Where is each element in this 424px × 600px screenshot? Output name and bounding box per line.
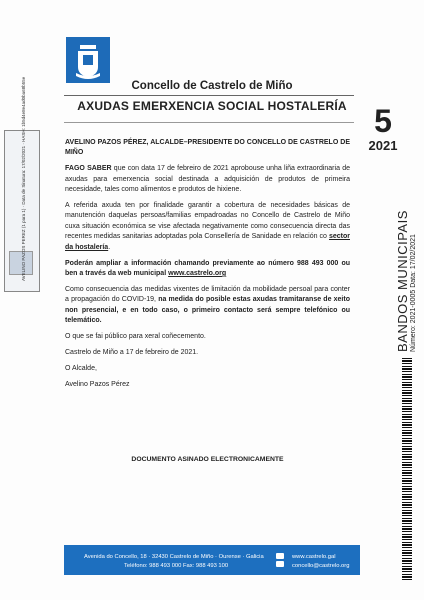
paragraph-6: Castrelo de Miño a 17 de febreiro de 2021. [65,348,199,356]
footer-email[interactable]: concello@castrelo.org [292,563,350,569]
page-title: AXUDAS EMERXENCIA SOCIAL HOSTALERÍA [77,99,347,113]
mail-icon [276,561,284,567]
fago-saber: FAGO SABER [65,165,112,173]
stamp-text: AVELINO PAZOS PEREZ (1 para 1) · Data de Sinatura: 17/02/2021 · HASH: 1b5d4e8e4ad0ba68b55e [21,76,26,281]
web-icon [276,553,284,559]
paragraph-text: A referida axuda ten por finalidade garantir a cobertura de necesidades básicas de manutención daquelas persoas/familias empadroadas no Concello de Castrelo de Miño cuxa situación económica se vise afectada negativamente como consecuencia directa das recentes medidas sanitarias adoptadas pola Consellería de Sanidade en relación co [65,202,350,241]
footer-bar [64,545,360,575]
intro-heading: AVELINO PAZOS PÉREZ, ALCALDE–PRESIDENTE DO CONCELLO DE CASTRELO DE MIÑO [65,139,350,157]
document-body [65,138,350,396]
bandos-label [395,210,417,352]
sector-underline: sector da hostalería [65,233,350,251]
municipality-name: Concello de Castrelo de Miño [131,80,293,92]
paragraph-text: . [108,243,111,251]
paragraph-text: que con data 17 de febreiro de 2021 aprobouse unha liña extraordinaria de axudas para emerxencia social destinada a adquisición de produtos de primeira necesidade, tales como alimentos e produtos de hixiene. [65,165,350,194]
barcode [402,358,412,580]
footer-address: Avenida do Concello, 18 · 32430 Castrelo de Miño · Ourense · Galicia [84,554,264,560]
paragraph-7: O Alcalde, [65,364,97,372]
signature-stamp [4,76,40,292]
paragraph-3 [65,259,350,280]
paragraph-5: O que se fai público para xeral coñecemento. [65,333,206,340]
paragraph-2 [65,201,350,253]
signed-notice: DOCUMENTO ASINADO ELECTRONICAMENTE [131,456,284,463]
divider [64,122,354,123]
signature-name: Avelino Pazos Pérez [65,380,130,388]
municipal-logo [66,37,110,83]
footer-phones: Teléfono: 988 493 000 Fax: 988 493 100 [124,563,229,569]
paragraph-4 [65,285,350,327]
contact-icons [276,553,286,571]
paragraph-1 [65,164,350,195]
bando-number: 5 [374,103,392,139]
footer-web[interactable]: www.castrelo.gal [292,554,336,560]
bandos-title: BANDOS MUNICIPAIS [395,210,410,352]
paragraph-text: Poderán ampliar a información chamando previamente ao número 988 493 000 ou ben a través da web municipal [65,259,350,277]
coat-of-arms-icon [66,37,110,83]
bandos-ref: Número: 2021-0005 Data: 17/02/2021 [410,234,417,352]
web-link[interactable]: www.castrelo.org [168,269,227,277]
paragraph-text: Como consecuencia das medidas vixentes de limitación da mobilidade persoal para conter a propagación do COVID-19, [65,285,350,304]
divider [64,95,354,96]
bando-year: 2021 [368,138,398,153]
paragraph-bold: na medida do posible estas axudas tramitaranse de xeito non presencial, e en todo caso, o primeiro contacto será sempre telefónico ou telemático. [65,296,350,325]
